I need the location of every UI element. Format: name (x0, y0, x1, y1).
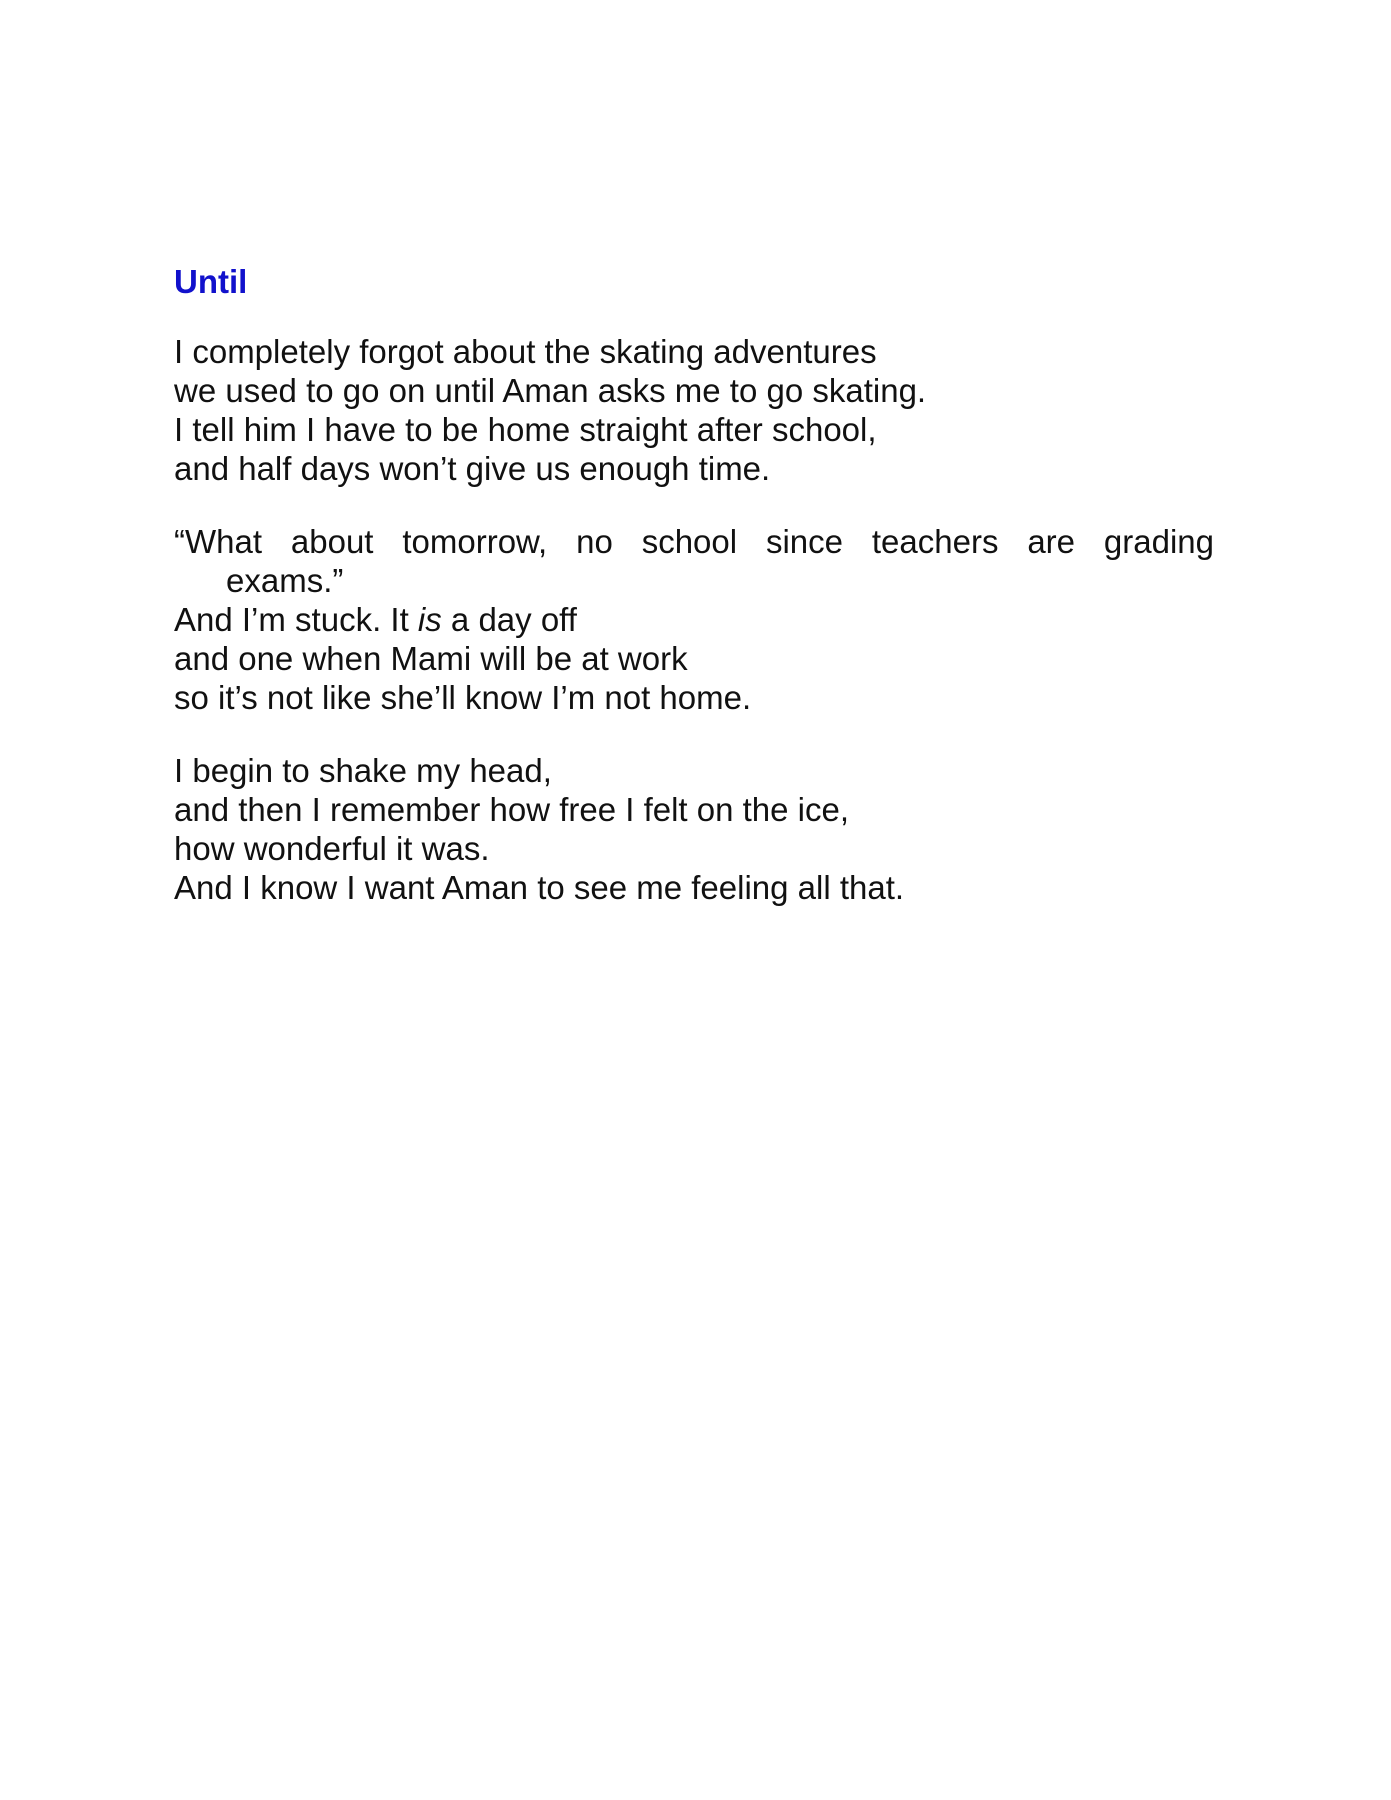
poem-line: I completely forgot about the skating adventures (174, 333, 877, 370)
poem-line: and half days won’t give us enough time. (174, 450, 771, 487)
poem-line: I tell him I have to be home straight after school, (174, 411, 877, 448)
poem-line: how wonderful it was. (174, 830, 490, 867)
document-page (174, 262, 1214, 941)
poem-title: Until (174, 263, 248, 300)
poem-line: and then I remember how free I felt on the ice, (174, 791, 850, 828)
stuck-text-italic: is (417, 601, 442, 638)
poem-line-stuck (174, 600, 1214, 639)
poem-line: so it’s not like she’ll know I’m not home. (174, 679, 752, 716)
stuck-text-before: And I’m stuck. It (174, 601, 418, 638)
poem-line: And I know I want Aman to see me feeling all that. (174, 869, 905, 906)
stanza-2 (174, 522, 1214, 717)
poem-line: we used to go on until Aman asks me to go skating. (174, 372, 927, 409)
poem-line-quote: “What about tomorrow, no school since teachers are grading (174, 523, 1214, 560)
poem-line-quote-continued: exams.” (226, 562, 344, 599)
stanza-3 (174, 751, 1214, 907)
poem-line: I begin to shake my head, (174, 752, 552, 789)
stuck-text-after: a day off (441, 601, 577, 638)
poem-line: and one when Mami will be at work (174, 640, 688, 677)
stanza-1 (174, 332, 1214, 488)
